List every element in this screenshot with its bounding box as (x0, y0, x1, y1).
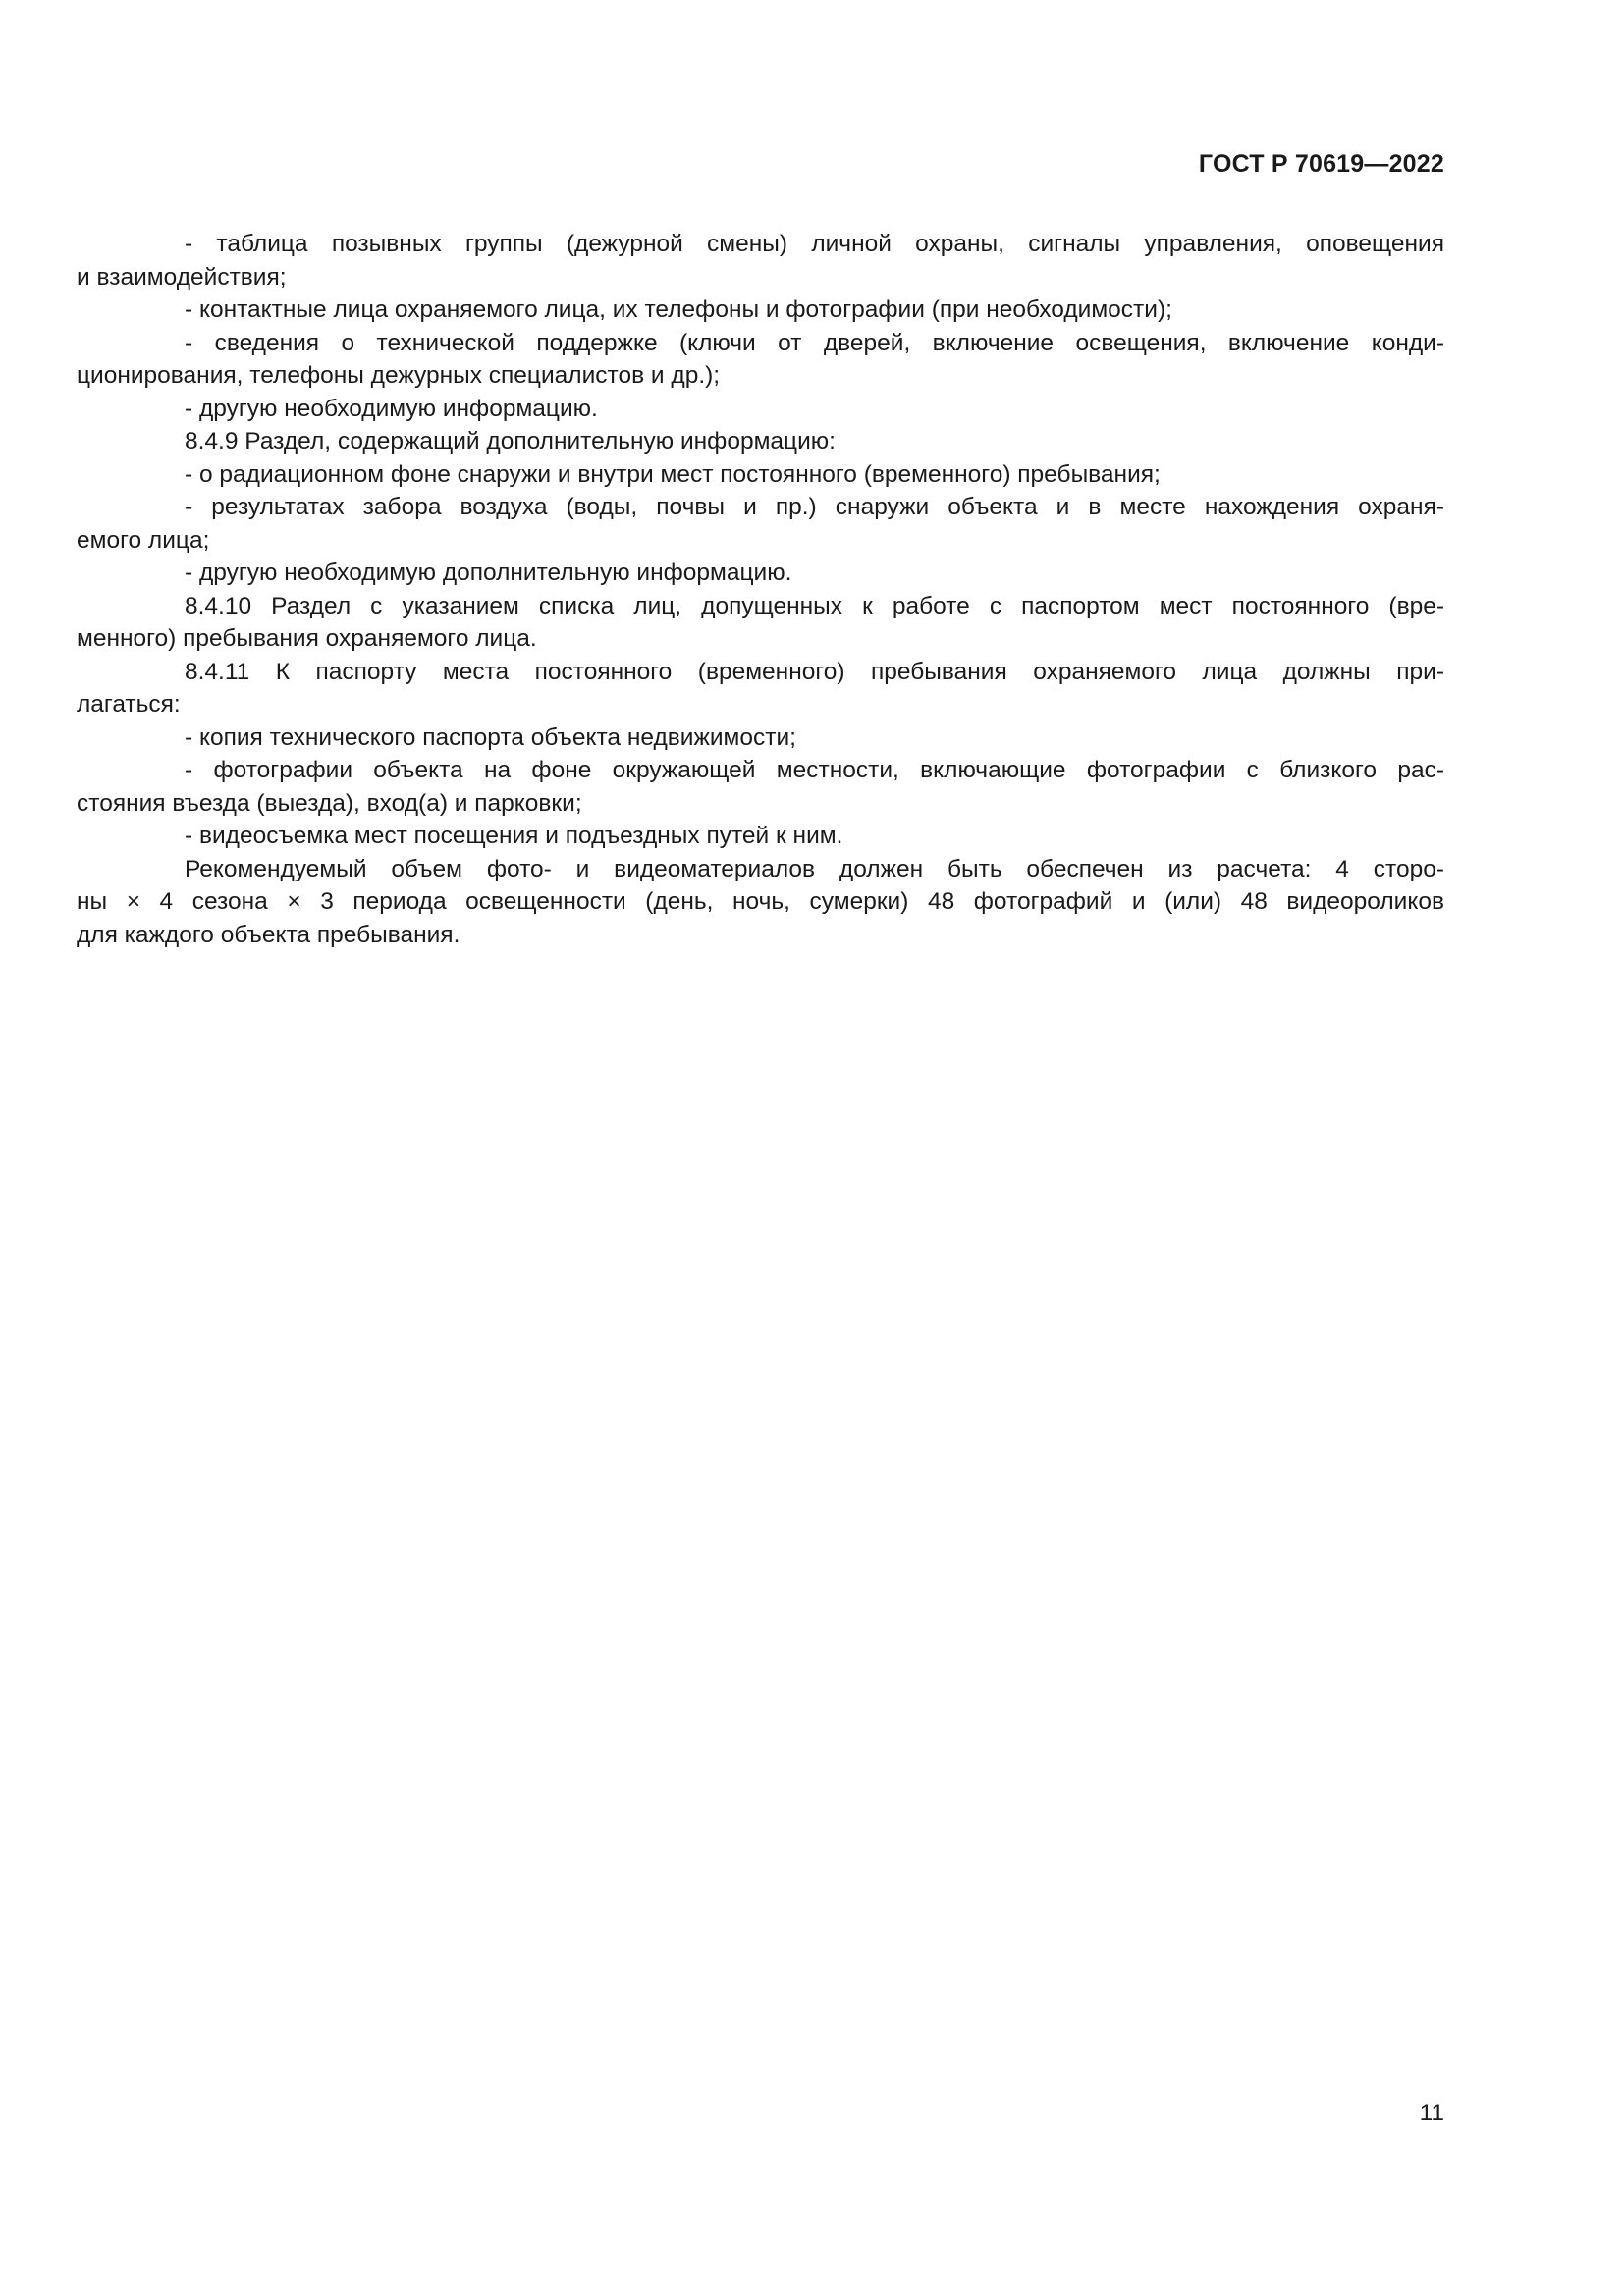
text-line: стояния въезда (выезда), вход(а) и парковки; (77, 789, 582, 817)
document-body (77, 228, 1444, 951)
text-line: - контактные лица охраняемого лица, их телефоны и фотографии (при необходимости); (185, 296, 1172, 323)
list-item (131, 721, 1444, 755)
text-line: менного) пребывания охраняемого лица. (77, 625, 537, 652)
list-item (131, 557, 1444, 590)
list-item (77, 491, 1444, 557)
list-item (131, 393, 1444, 426)
list-item (131, 458, 1444, 492)
text-line: - другую необходимую дополнительную информацию. (185, 560, 792, 586)
text-line: - другую необходимую информацию. (185, 395, 598, 422)
document-standard-number: ГОСТ Р 70619—2022 (1198, 150, 1444, 178)
text-line: ционирования, телефоны дежурных специалистов и др.); (77, 362, 721, 389)
section-clause (77, 656, 1444, 721)
text-line: 8.4.10 Раздел с указанием списка лиц, допущенных к работе с паспортом мест постоянного (вре- (185, 592, 1444, 619)
page-number: 11 (1419, 2100, 1444, 2126)
text-line: - сведения о технической поддержке (ключи от дверей, включение освещения, включение конди- (185, 329, 1444, 356)
section-clause (131, 425, 1444, 458)
list-item (131, 294, 1444, 327)
text-line: и взаимодействия; (77, 263, 287, 291)
text-line: - о радиационном фоне снаружи и внутри мест постоянного (временного) пребывания; (185, 460, 1161, 488)
section-clause (77, 590, 1444, 656)
list-item (77, 327, 1444, 393)
list-item (131, 820, 1444, 853)
text-line: 8.4.11 К паспорту места постоянного (временного) пребывания охраняемого лица должны при- (185, 658, 1444, 685)
paragraph (77, 853, 1444, 952)
text-line: - видеосъемка мест посещения и подъездных путей к ним. (185, 823, 843, 849)
text-line: - копия технического паспорта объекта недвижимости; (185, 723, 796, 751)
text-line: - таблица позывных группы (дежурной смены) личной охраны, сигналы управления, оповещения (185, 231, 1444, 257)
text-line: Рекомендуемый объем фото- и видеоматериалов должен быть обеспечен из расчета: 4 сторо- (185, 855, 1444, 882)
list-item (77, 754, 1444, 820)
text-line: емого лица; (77, 526, 210, 554)
text-line: - результатах забора воздуха (воды, почвы и пр.) снаружи объекта и в месте нахождения охраня- (185, 494, 1444, 520)
text-line: - фотографии объекта на фоне окружающей местности, включающие фотографии с близкого рас- (185, 757, 1444, 783)
text-line: лагаться: (77, 691, 181, 718)
text-line: 8.4.9 Раздел, содержащий дополнительную информацию: (185, 428, 836, 454)
text-line: ны × 4 сезона × 3 периода освещенности (день, ночь, сумерки) 48 фотографий и (или) 48 видеороликов (77, 888, 1444, 915)
list-item (77, 228, 1444, 294)
text-line: для каждого объекта пребывания. (77, 921, 460, 948)
